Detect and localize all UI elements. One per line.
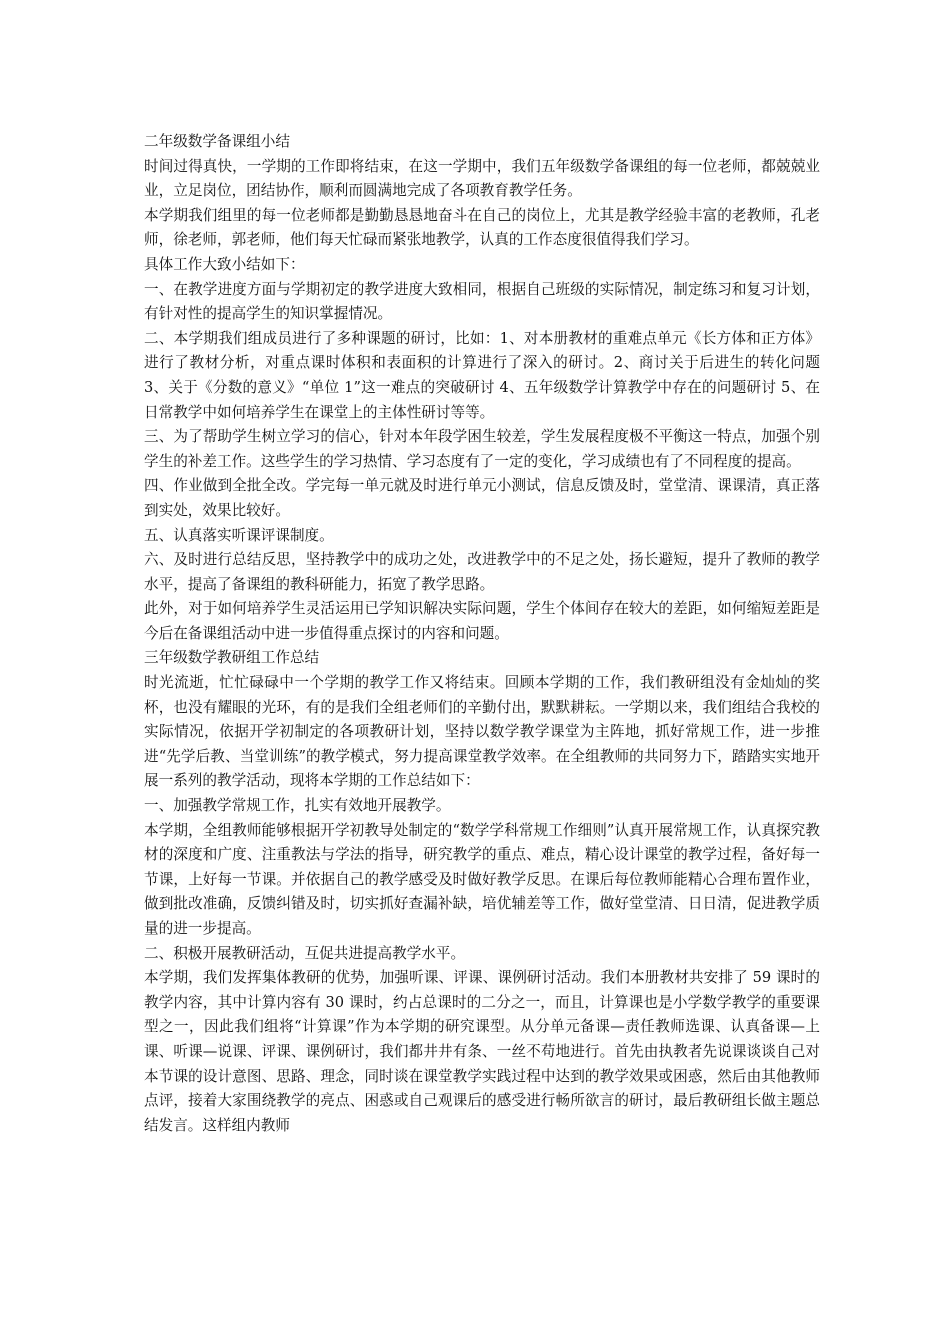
section-title-grade3: 三年级数学教研组工作总结 [144,649,320,667]
paragraph: 本学期，全组教师能够根据开学初教导处制定的“数学学科常规工作细则”认真开展常规工作，认真探究教材的深度和广度、注重教法与学法的指导，研究教学的重点、难点，精心设计课堂的教学过程，备好每一节课，上好每一节课。并依据自己的教学感受及时做好教学反思。在课后每位教师能精心合理布置作业，做到批改准确，反馈纠错及时，切实抓好查漏补缺，培优辅差等工作，做好堂堂清、日日清，促进教学质量的进一步提高。 [144,821,820,937]
paragraph: 六、及时进行总结反思，坚持教学中的成功之处，改进教学中的不足之处，扬长避短，提升了教师的教学水平，提高了备课组的教科研能力，拓宽了教学思路。 [144,551,820,593]
paragraph: 时光流逝，忙忙碌碌中一个学期的教学工作又将结束。回顾本学期的工作，我们教研组没有金灿灿的奖杯，也没有耀眼的光环，有的是我们全组老师们的辛勤付出，默默耕耘。一学期以来，我们组结合我校的实际情况，依据开学初制定的各项教研计划，坚持以数学教学课堂为主阵地，抓好常规工作，进一步推进“先学后教、当堂训练”的教学模式，努力提高课堂教学效率。在全组教师的共同努力下，踏踏实实地开展一系列的教学活动，现将本学期的工作总结如下： [144,674,820,790]
paragraph: 四、作业做到全批全改。学完每一单元就及时进行单元小测试，信息反馈及时，堂堂清、课课清，真正落到实处，效果比较好。 [144,477,820,519]
paragraph: 本学期我们组里的每一位老师都是勤勤恳恳地奋斗在自己的岗位上，尤其是教学经验丰富的老教师，孔老师，徐老师，郭老师，他们每天忙碌而紧张地教学，认真的工作态度很值得我们学习。 [144,206,820,249]
paragraph: 三、为了帮助学生树立学习的信心，针对本年段学困生较差，学生发展程度极不平衡这一特点，加强个别学生的补差工作。这些学生的学习热情、学习态度有了一定的变化，学习成绩也有了不同程度的提高。 [144,428,820,470]
paragraph: 具体工作大致小结如下： [144,255,305,273]
paragraph: 二、积极开展教研活动，互促共进提高教学水平。 [144,944,466,962]
paragraph: 五、认真落实听课评课制度。 [144,526,334,544]
document-body [144,130,820,1138]
paragraph: 一、在教学进度方面与学期初定的教学进度大致相同，根据自己班级的实际情况，制定练习和复习计划，有针对性的提高学生的知识掌握情况。 [144,280,820,323]
paragraph: 二、本学期我们组成员进行了多种课题的研讨，比如：1、对本册教材的重难点单元《长方体和正方体》进行了教材分析，对重点课时体积和表面积的计算进行了深入的研讨。2、商讨关于后进生的转化问题 3、关于《分数的意义》“单位 1”这一难点的突破研讨 4、五年级数学计算教学中存在的问题研讨 5、在日常教学中如何培养学生在课堂上的主体性研讨等等。 [144,329,820,421]
section-title-grade2: 二年级数学备课组小结 [144,133,290,150]
paragraph: 本学期，我们发挥集体教研的优势，加强听课、评课、课例研讨活动。我们本册教材共安排了 59 课时的教学内容，其中计算内容有 30 课时，约占总课时的二分之一，而且，计算课也是小学数学教学的重要课型之一，因此我们组将“计算课”作为本学期的研究课型。从分单元备课—责任教师选课、认真备课—上课、听课—说课、评课、课例研讨，我们都井井有条、一丝不苟地进行。首先由执教者先说课谈谈自己对本节课的设计意图、思路、理念，同时谈在课堂教学实践过程中达到的教学效果或困惑，然后由其他教师点评，接着大家围绕教学的亮点、困惑或自己观课后的感受进行畅所欲言的研讨，最后教研组长做主题总结发言。这样组内教师 [144,969,820,1134]
paragraph: 时间过得真快，一学期的工作即将结束，在这一学期中，我们五年级数学备课组的每一位老师，都兢兢业业，立足岗位，团结协作，顺利而圆满地完成了各项教育教学任务。 [144,157,820,200]
paragraph: 此外，对于如何培养学生灵活运用已学知识解决实际问题，学生个体间存在较大的差距，如何缩短差距是今后在备课组活动中进一步值得重点探讨的内容和问题。 [144,600,820,642]
paragraph: 一、加强教学常规工作，扎实有效地开展教学。 [144,797,451,815]
